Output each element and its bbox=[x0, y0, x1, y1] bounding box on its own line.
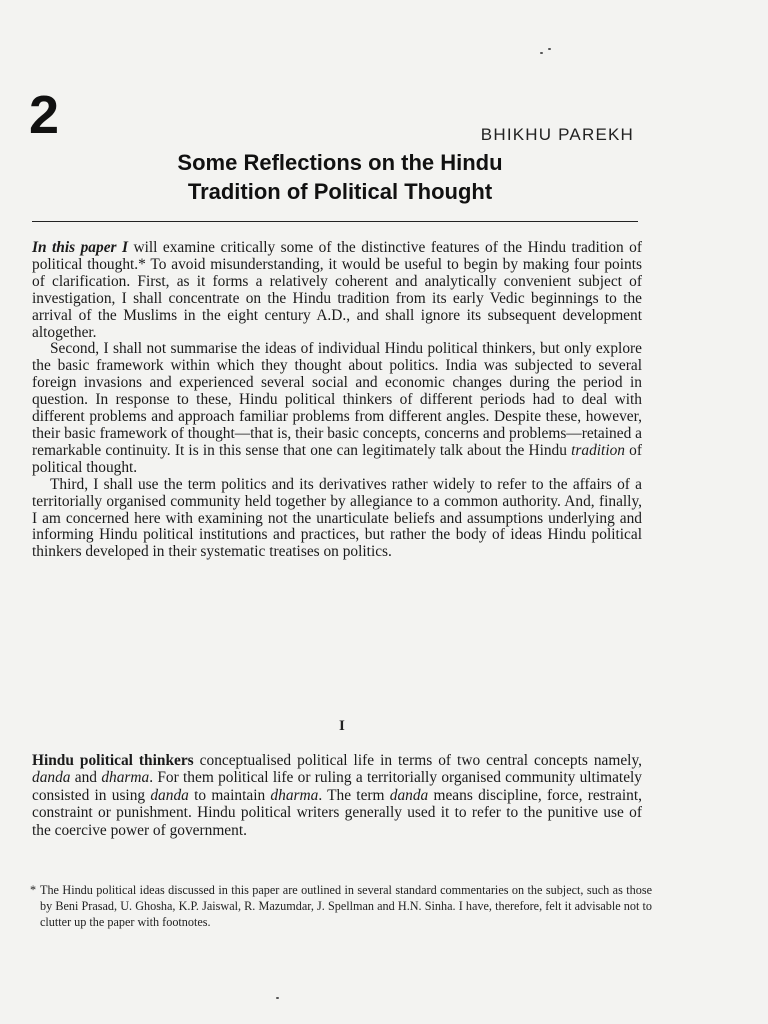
section-1-paragraph bbox=[32, 752, 642, 839]
paragraph-3 bbox=[32, 477, 642, 562]
chapter-title bbox=[100, 148, 580, 206]
section-lead-in: Hindu political thinkers bbox=[32, 752, 194, 769]
section-text-1: conceptualised political life in terms of two central concepts namely, bbox=[193, 752, 642, 769]
chapter-title-line-2: Tradition of Political Thought bbox=[187, 179, 493, 204]
paragraph-1 bbox=[32, 240, 642, 341]
section-text-5: . The term bbox=[318, 786, 390, 804]
section-numeral: I bbox=[339, 718, 345, 734]
section-text-3: . For them political life or ruling a territorially organised community ultimately consisted in using bbox=[32, 769, 642, 804]
section-text-6: means discipline, force, restraint, constraint or punishment. Hindu political writers generally used it to refer to the punitive use of the coercive power of government. bbox=[32, 786, 642, 839]
term-danda: danda bbox=[32, 769, 71, 787]
scan-speck bbox=[548, 48, 551, 50]
paragraph-2-end: of political thought. bbox=[32, 441, 643, 476]
term-dharma: dharma bbox=[270, 786, 319, 804]
paragraph-1-text: will examine critically some of the distinctive features of the Hindu tradition of political thought.* To avoid misunderstanding, it would be useful to begin by making four points of clarification. First, as it forms a relatively coherent and analytically convenient subject of investigation, I shall concentrate on the Hindu tradition from its early Vedic beginnings to the arrival of the Muslims in the eight century A.D., and shall ignore its subsequent development altogether. bbox=[32, 239, 642, 341]
chapter-number: 2 bbox=[29, 85, 60, 145]
term-dharma: dharma bbox=[101, 769, 150, 787]
author-name: BHIKHU PAREKH bbox=[480, 125, 634, 144]
title-divider bbox=[32, 221, 638, 222]
paragraph-2 bbox=[32, 341, 642, 476]
footnote-marker: * bbox=[30, 883, 37, 897]
section-text-2: and bbox=[70, 769, 102, 787]
chapter-title-line-1: Some Reflections on the Hindu bbox=[177, 150, 503, 175]
paragraph-2-text: Second, I shall not summarise the ideas of individual Hindu political thinkers, but only explore the basic framework within which they thought about politics. India was subjected to several foreign invasions and experienced several social and economic changes during the period in question. In response to these, Hindu political thinkers of different periods had to deal with different problems and approach familiar problems from different angles. Despite these, however, their basic framework of thought—that is, their basic concepts, concerns and problems—retained a remarkable continuity. It is in this sense that one can legitimately talk about the Hindu bbox=[32, 340, 642, 459]
paragraph-3-text: Third, I shall use the term politics and its derivatives rather widely to refer to the affairs of a territorially organised community held together by allegiance to a common authority. And, finally, I am concerned here with examining not the unarticulate beliefs and assumptions underlying and informing Hindu political institutions and practices, but rather the body of ideas Hindu political thinkers developed in their systematic treatises on politics. bbox=[32, 475, 642, 561]
intro-section bbox=[32, 240, 642, 561]
emphasis-tradition: tradition bbox=[571, 441, 625, 459]
footnote-text: The Hindu political ideas discussed in this paper are outlined in several standard commentaries on the subject, such as those by Beni Prasad, U. Ghosha, K.P. Jaiswal, R. Mazumdar, J. Spellman and H.N. Sinha. I have, therefore, felt it advisable not to clutter up the paper with footnotes. bbox=[40, 883, 652, 929]
section-text-4: to maintain bbox=[188, 786, 271, 804]
term-danda: danda bbox=[150, 786, 189, 804]
term-danda: danda bbox=[389, 786, 429, 804]
section-1-body bbox=[32, 752, 642, 839]
footnote bbox=[30, 882, 652, 930]
lead-in-text: In this paper I bbox=[32, 239, 128, 256]
scan-speck bbox=[540, 52, 543, 54]
scan-speck bbox=[276, 997, 279, 999]
